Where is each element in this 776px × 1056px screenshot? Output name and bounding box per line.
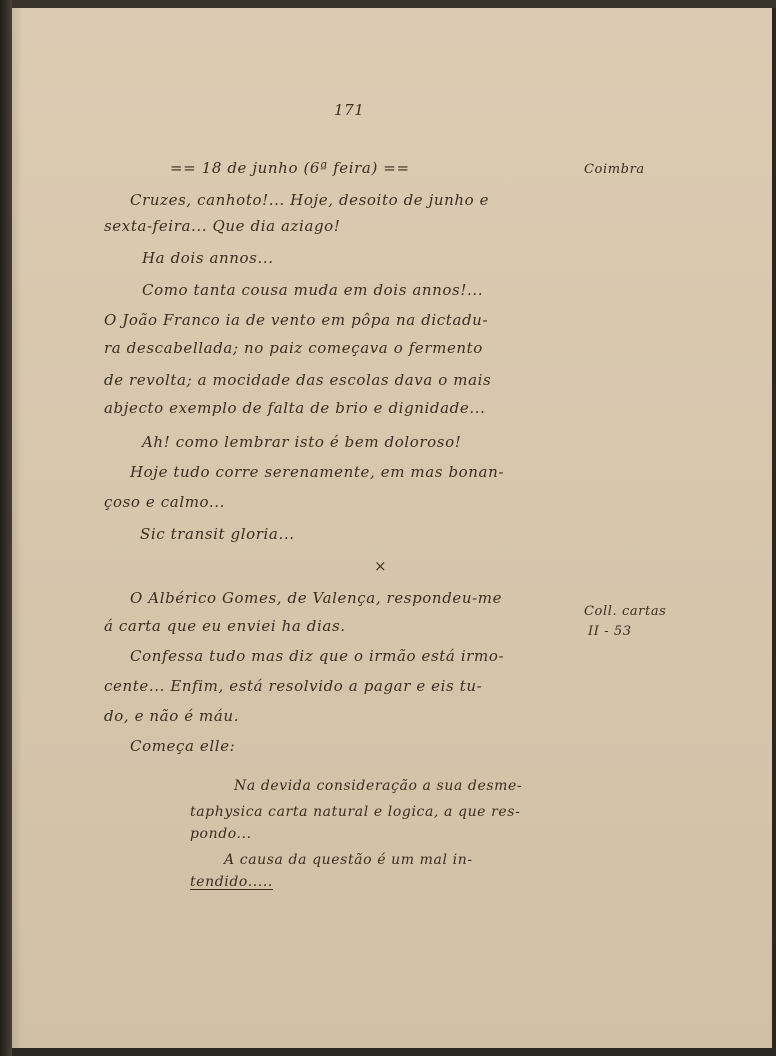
text2-line-2: á carta que eu enviei ha dias. [104,617,346,635]
text2-line-3: Confessa tudo mas diz que o irmão está irmo- [130,647,505,665]
text-line-12: Sic transit gloria... [140,525,295,543]
text2-line-4: cente... Enfim, está resolvido a pagar e eis tu- [104,677,483,695]
page-number: 171 [334,101,365,119]
text2-line-6: Começa elle: [130,737,236,755]
book-binding [0,0,12,1056]
text2-line-5: do, e não é máu. [104,707,240,725]
margin-note-place: Coimbra [584,162,645,177]
text-line-10: Hoje tudo corre serenamente, em mas bonan- [130,463,505,481]
manuscript-page [12,8,772,1048]
text-line-1: Cruzes, canhoto!... Hoje, desoito de junho e [130,191,490,209]
text2-line-1: O Albérico Gomes, de Valença, respondeu-me [130,589,503,607]
text-line-3: Ha dois annos... [142,249,274,267]
entry-date-heading: == 18 de junho (6ª feira) == [170,159,410,177]
quote-line-2: taphysica carta natural e logica, a que res- [190,804,521,820]
text-line-9: Ah! como lembrar isto é bem doloroso! [142,433,462,451]
section-separator: × [374,557,388,575]
text-line-11: çoso e calmo... [104,493,226,511]
quote-line-5: tendido..... [190,874,273,890]
margin-note-ref-1: Coll. cartas [584,604,667,619]
text-line-8: abjecto exemplo de falta de brio e dignidade... [104,399,486,417]
text-line-6: ra descabellada; no paiz começava o fermento [104,339,483,357]
quote-line-3: pondo... [190,826,252,842]
quote-line-4: A causa da questão é um mal in- [224,852,473,868]
text-line-7: de revolta; a mocidade das escolas dava o mais [104,371,492,389]
text-line-4: Como tanta cousa muda em dois annos!... [142,281,484,299]
text-line-5: O João Franco ia de vento em pôpa na dictadu- [104,311,489,329]
margin-note-ref-2: II - 53 [588,624,632,639]
quote-line-1: Na devida consideração a sua desme- [234,778,523,794]
text-line-2: sexta-feira... Que dia aziago! [104,217,341,235]
page-top-edge [12,0,776,8]
